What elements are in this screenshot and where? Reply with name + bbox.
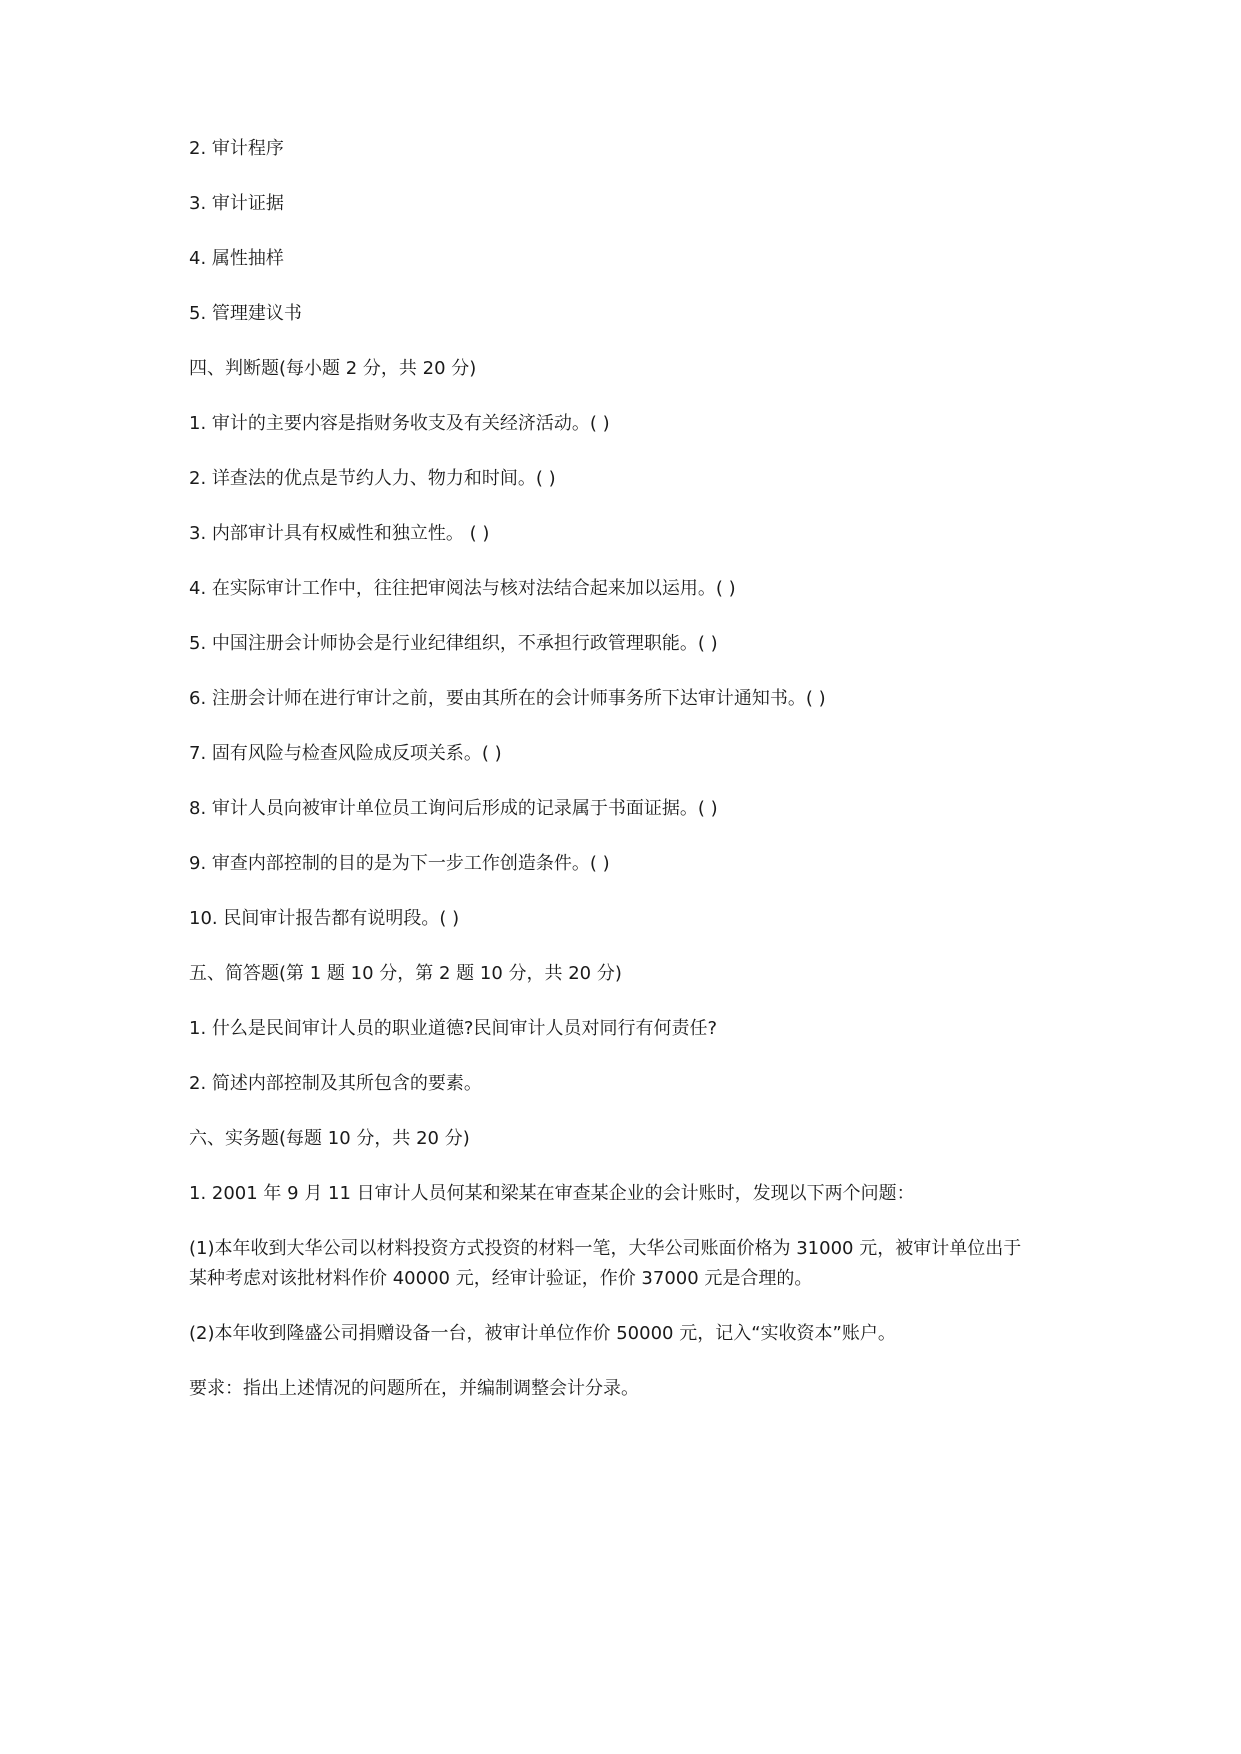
term-audit-procedure: 2. 审计程序 xyxy=(189,138,284,159)
practical-requirement: 要求：指出上述情况的问题所在，并编制调整会计分录。 xyxy=(189,1378,639,1399)
true-false-question-3: 3. 内部审计具有权威性和独立性。 ( ) xyxy=(189,523,490,544)
term-management-letter: 5. 管理建议书 xyxy=(189,303,302,324)
true-false-question-6: 6. 注册会计师在进行审计之前，要由其所在的会计师事务所下达审计通知书。( ) xyxy=(189,688,826,709)
true-false-question-9: 9. 审查内部控制的目的是为下一步工作创造条件。( ) xyxy=(189,853,610,874)
true-false-question-2: 2. 详查法的优点是节约人力、物力和时间。( ) xyxy=(189,468,556,489)
section-heading-short-answer: 五、简答题(第 1 题 10 分，第 2 题 10 分，共 20 分) xyxy=(189,963,622,984)
short-answer-question-2: 2. 简述内部控制及其所包含的要素。 xyxy=(189,1073,482,1094)
practical-case-1-line-1: (1)本年收到大华公司以材料投资方式投资的材料一笔，大华公司账面价格为 31000 元，被审计单位出于 xyxy=(189,1238,1022,1259)
true-false-question-4: 4. 在实际审计工作中，往往把审阅法与核对法结合起来加以运用。( ) xyxy=(189,578,736,599)
true-false-question-5: 5. 中国注册会计师协会是行业纪律组织，不承担行政管理职能。( ) xyxy=(189,633,718,654)
term-audit-evidence: 3. 审计证据 xyxy=(189,193,284,214)
practical-case-1-line-2: 某种考虑对该批材料作价 40000 元，经审计验证，作价 37000 元是合理的。 xyxy=(189,1268,813,1289)
true-false-question-7: 7. 固有风险与检查风险成反项关系。( ) xyxy=(189,743,502,764)
short-answer-question-1: 1. 什么是民间审计人员的职业道德?民间审计人员对同行有何责任? xyxy=(189,1018,718,1039)
practical-case-2: (2)本年收到隆盛公司捐赠设备一台，被审计单位作价 50000 元，记入“实收资本”账户。 xyxy=(189,1323,896,1344)
term-attribute-sampling: 4. 属性抽样 xyxy=(189,248,284,269)
section-heading-true-false: 四、判断题(每小题 2 分，共 20 分) xyxy=(189,358,477,379)
true-false-question-8: 8. 审计人员向被审计单位员工询问后形成的记录属于书面证据。( ) xyxy=(189,798,718,819)
true-false-question-1: 1. 审计的主要内容是指财务收支及有关经济活动。( ) xyxy=(189,413,610,434)
practical-question-1-intro: 1. 2001 年 9 月 11 日审计人员何某和梁某在审查某企业的会计账时，发现以下两个问题： xyxy=(189,1183,915,1204)
true-false-question-10: 10. 民间审计报告都有说明段。( ) xyxy=(189,908,460,929)
section-heading-practical: 六、实务题(每题 10 分，共 20 分) xyxy=(189,1128,470,1149)
